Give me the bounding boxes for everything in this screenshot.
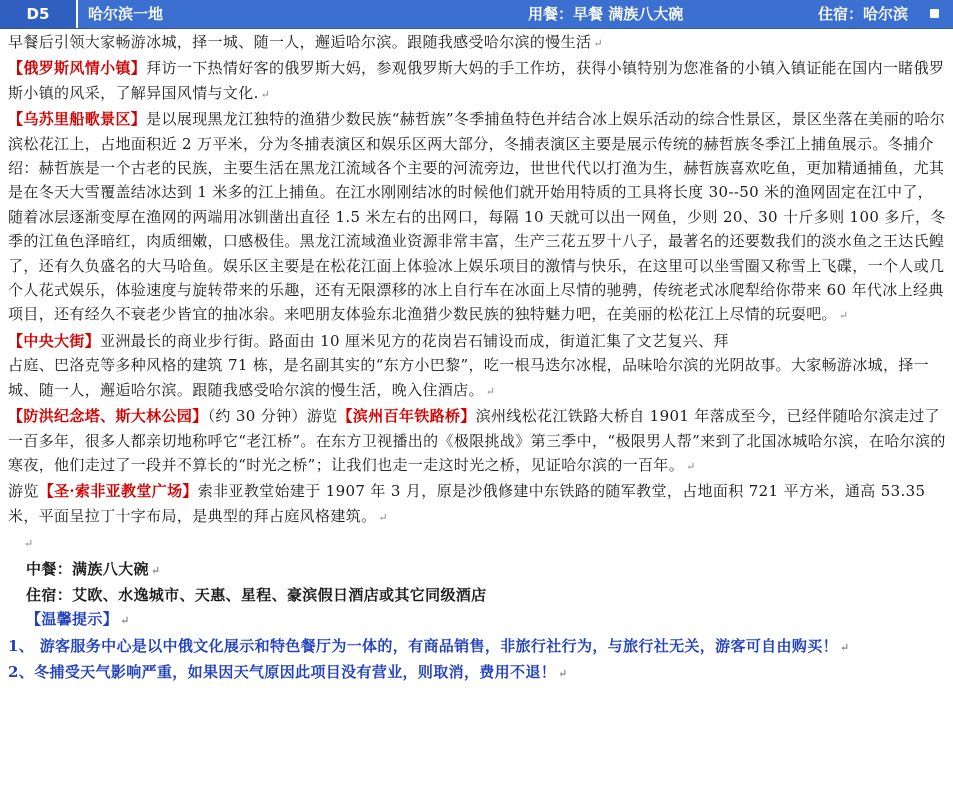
flood-tower-text-2: 滨州线松花江铁路大桥自 1901 年落成至今，已经伴随哈尔滨走过了一百多年，很多人都亲切地称呼它“老江桥”。在东方卫视播出的《极限挑战》第三季中，“极限男人帮”来到了北国冰城哈尔滨，在哈尔滨的寒夜，他们走过了一段并不算长的“时光之桥”；让我们也走一走这时光之桥，见证哈尔滨的一百年。 (8, 407, 946, 474)
sophia-prefix: 游览 (8, 482, 39, 501)
itinerary-body (8, 30, 946, 687)
paragraph-mark-icon: ↵ (485, 384, 496, 398)
wusuli-text: 是以展现黑龙江独特的渔猎少数民族“赫哲族”冬季捕鱼特色并结合冰上娱乐活动的综合性景区，景区坐落在美丽的哈尔滨松花江上，占地面积近 2 万平米，分为冬捕表演区和娱乐区两大部分，冬捕表演区主要是展示传统的赫哲族冬季江上捕鱼展示。冬捕介绍：赫哲族是一个古老的民族，主要生活在黑龙江流域各个主要的河流旁边，世世代代以打渔为生，赫哲族喜欢吃鱼，更加精通捕鱼，尤其是在冬天大雪覆盖结冰达到 1 米多的江上捕鱼。在江水刚刚结冰的时候他们就开始用特质的工具将长度 30--50 米的渔网固定在江中了，随着冰层逐渐变厚在渔网的两端用冰钏凿出直径 1.5 米左右的出网口，每隔 10 天就可以出一网鱼，少则 20、30 十斤多则 100 多斤，冬季的江鱼色泽暗红，肉质细嫩，口感极佳。黑龙江流域渔业资源非常丰富，生产三花五罗十八子，最著名的还要数我们的淡水鱼之王达氏鳇了，还有久负盛名的大马哈鱼。娱乐区主要是在松花江面上体验冰上娱乐项目的激情与快乐，在这里可以坐雪圈又称雪上飞碟，一个人或几个人花式娱乐，体验速度与旋转带来的乐趣，还有无限漂移的冰上自行车在冰面上尽情的驰骋，传统老式冰爬犁给你带来 60 年代冰上经典项目，还有经久不衰老少皆宜的抽冰尜。来吧朋友体验东北渔猎少数民族的独特魅力吧，在美丽的松花江上尽情的玩耍吧。 (8, 110, 946, 324)
empty-line (8, 530, 946, 556)
accommodation-text: 住宿：艾欧、水逸城市、天惠、星程、豪滨假日酒店或其它同级酒店 (26, 585, 487, 604)
central-street-name: 【中央大街】 (8, 331, 101, 350)
hotel-info: 住宿：哈尔滨 (818, 5, 909, 23)
intro-paragraph (8, 30, 946, 56)
sophia-paragraph (8, 479, 946, 530)
paragraph-mark-icon: ↵ (150, 563, 161, 577)
russian-town-text: 拜访一下热情好客的俄罗斯大妈，参观俄罗斯大妈的手工作坊，获得小镇特别为您准备的小镇入镇证能在国内一睹俄罗斯小镇的风采，了解异国风情与文化. (8, 59, 945, 102)
paragraph-mark-icon: ↵ (120, 614, 130, 628)
russian-town-name: 【俄罗斯风情小镇】 (8, 59, 147, 78)
central-street-text-2: 占庭、巴洛克等多种风格的建筑 71 栋，是名副其实的“东方小巴黎”，吃一根马迭尔冰棍，品味哈尔滨的光阴故事。大家畅游冰城，择一城、随一人，邂逅哈尔滨。跟随我感受哈尔滨的慢生活，晚入住酒店。 (8, 356, 930, 399)
russian-town-paragraph (8, 56, 946, 107)
wusuli-name: 【乌苏里船歌景区】 (8, 110, 147, 129)
flood-tower-paragraph (8, 404, 946, 479)
central-street-paragraph (8, 329, 946, 353)
tips-title: 【温馨提示】 (26, 610, 119, 629)
flood-tower-text-1: （约 30 分钟）游览 (207, 407, 338, 426)
tips-title-line (8, 607, 946, 633)
paragraph-mark-icon: ↵ (686, 459, 696, 473)
lunch-line (8, 557, 946, 583)
railway-bridge-name: 【滨州百年铁路桥】 (337, 407, 476, 426)
sophia-text: 索非亚教堂始建于 1907 年 3 月，原是沙俄修建中东铁路的随军教堂，占地面积 721 平方米，通高 53.35 米，平面呈拉丁十字布局，是典型的拜占庭风格建筑。 (8, 482, 926, 525)
tip-item (8, 660, 946, 686)
paragraph-mark-icon: ↵ (378, 510, 388, 524)
day-title: 哈尔滨一地 (88, 5, 164, 23)
central-street-paragraph-2 (8, 353, 946, 404)
header-marker-icon (930, 9, 939, 18)
paragraph-mark-icon: ↵ (839, 640, 850, 654)
day-header-bar (0, 0, 953, 29)
central-street-text-1: 亚洲最长的商业步行街。路面由 10 厘米见方的花岗岩石铺设而成，街道汇集了文艺复兴、拜 (100, 331, 729, 350)
paragraph-mark-icon: ↵ (593, 37, 603, 50)
lunch-text: 中餐：满族八大碗 (26, 559, 149, 578)
paragraph-mark-icon: ↵ (24, 537, 34, 551)
paragraph-mark-icon: ↵ (558, 667, 568, 681)
intro-text: 早餐后引领大家畅游冰城，择一城、随一人，邂逅哈尔滨。跟随我感受哈尔滨的慢生活 (8, 33, 592, 51)
paragraph-mark-icon: ↵ (260, 87, 271, 101)
tip-item (8, 634, 946, 660)
sophia-name: 【圣·索非亚教堂广场】 (38, 482, 198, 501)
paragraph-mark-icon: ↵ (838, 309, 849, 323)
tip-text-2: 2、冬捕受天气影响严重，如果因天气原因此项目没有营业，则取消，费用不退！ (8, 663, 557, 682)
flood-tower-name: 【防洪纪念塔、斯大林公园】 (8, 407, 208, 426)
day-label: D5 (0, 0, 78, 28)
wusuli-paragraph (8, 107, 946, 329)
meals-info: 用餐：早餐 满族八大碗 (528, 5, 684, 23)
tip-text-1: 1、 游客服务中心是以中俄文化展示和特色餐厅为一体的，有商品销售，非旅行社行为，与旅行社无关，游客可自由购买！ (8, 636, 838, 655)
accommodation-line (8, 583, 946, 607)
